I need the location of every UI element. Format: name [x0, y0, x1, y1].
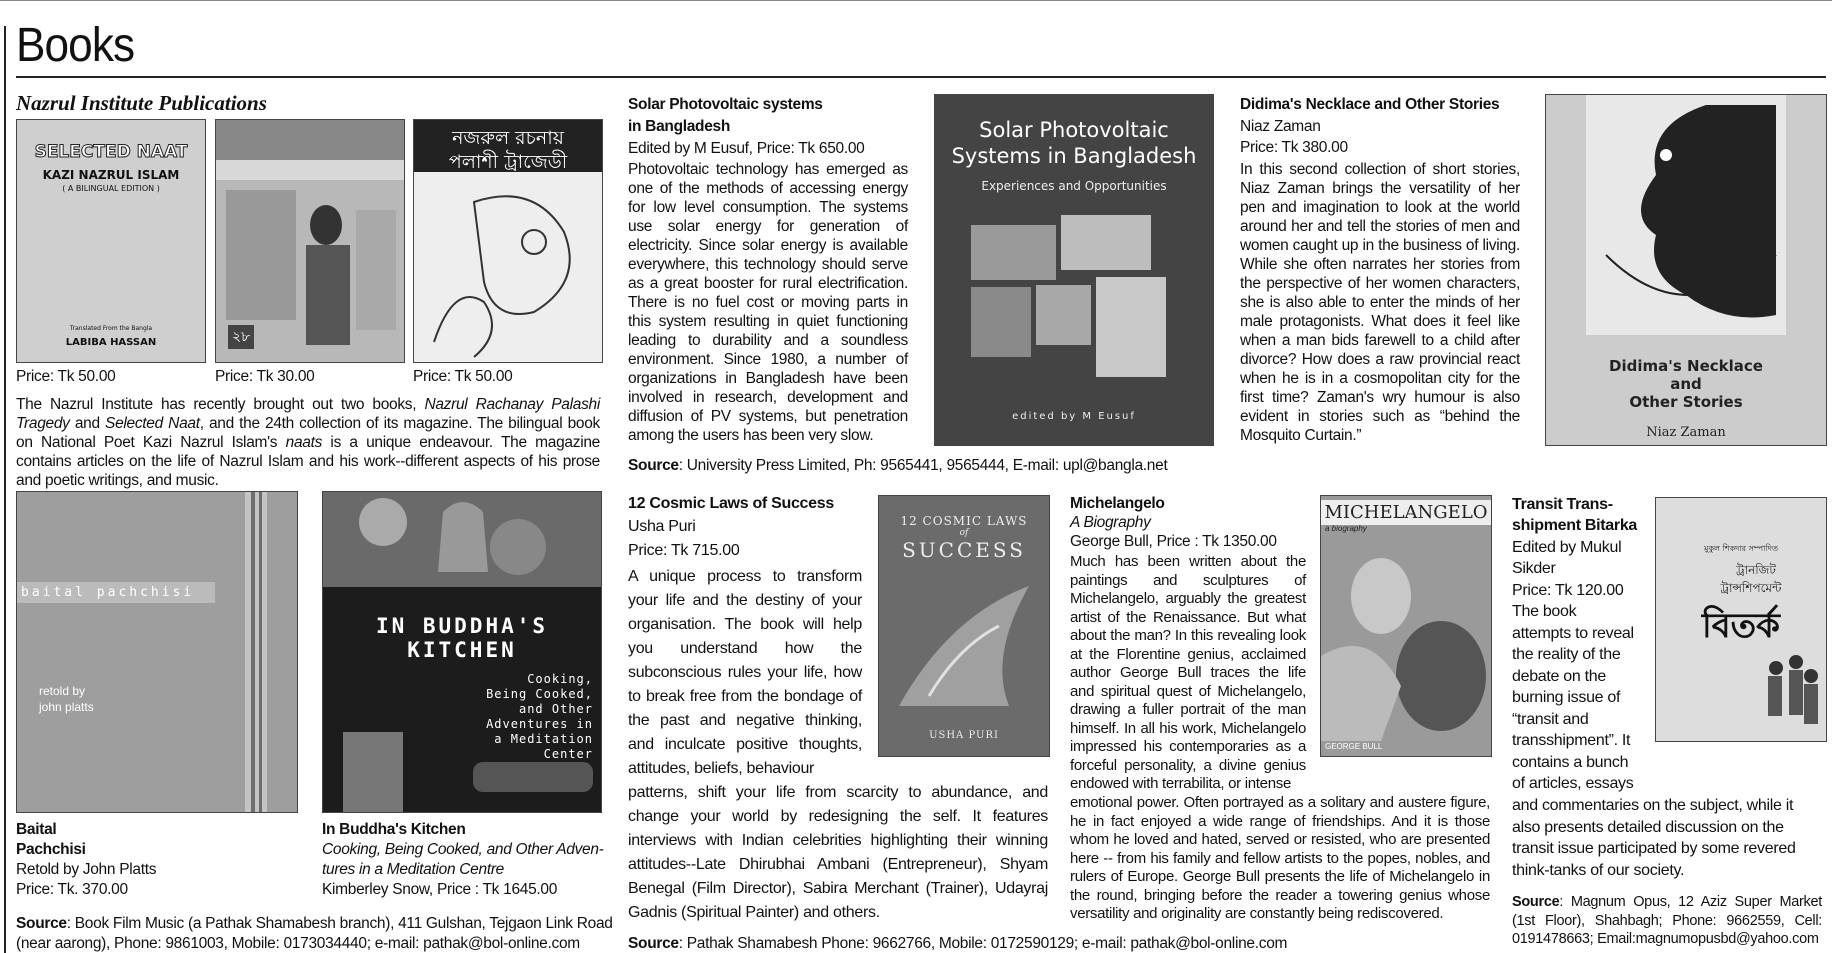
cover-baital-pachchisi [16, 491, 298, 813]
painting-illustration [1321, 536, 1491, 741]
cover-subtitle: Cooking, Being Cooked, and Other Adventures in a Meditation Center [486, 672, 593, 761]
cover-author: GEORGE BULL [1325, 742, 1383, 751]
cover-title: MICHELANGELO [1321, 500, 1491, 525]
transit-description-narrow: The book attempts to reveal the reality of the debate on the burning issue of “transit and transshipment”. It contains a bunch of articles, essays [1512, 603, 1634, 792]
didima-author: Niaz Zaman [1240, 118, 1321, 135]
cover-didimas-necklace [1545, 94, 1827, 446]
buddha-author-price: Kimberley Snow, Price : Tk 1645.00 [322, 881, 558, 898]
cover-retold-label: retold by [39, 684, 86, 698]
cover-credit: edited by M Eusuf [1012, 411, 1136, 422]
cover-editor: মুকুল শিকদার সম্পাদিত [1704, 544, 1778, 553]
solar-title-line1: Solar Photovoltaic systems [628, 96, 823, 113]
transit-editor-line2: Sikder [1512, 560, 1556, 577]
cosmic-price: Price: Tk 715.00 [628, 542, 740, 559]
solar-description: Photovoltaic technology has emerged as one of the methods of accessing energy for low level consumption. The systems use solar energy for generation of electricity. Since solar energy is available everywhere, this technology should serve as a great booster for rural electrification. There is no fuel cost or moving parts in this system resulting in quiet functioning leading to durability and a soundless environment. Since 1980, a number of organizations in Bangladesh have been involved in research, development and diffusion of PV systems, but penetration among the users has been very slow. [628, 161, 908, 444]
cover-selected-naat [16, 119, 206, 363]
cover-12-cosmic-laws [878, 495, 1050, 757]
header-rule [16, 76, 1826, 78]
transit-description-wide: and commentaries on the subject, while it also presents detailed discussion on the transit issue participated by some revered think-tanks of our society. [1512, 797, 1796, 879]
cover-author: Niaz Zaman [1646, 425, 1726, 440]
cover-title-line3: SUCCESS [902, 538, 1026, 562]
solar-editor-price: Edited by M Eusuf, Price: Tk 650.00 [628, 140, 865, 157]
cover-palashi-tragedy [413, 119, 603, 363]
cover-title-line2: Systems in Bangladesh [951, 144, 1197, 168]
section-heading-nazrul: Nazrul Institute Publications [16, 91, 267, 115]
cover-title-line1: 12 COSMIC LAWS [900, 514, 1028, 528]
cover-subtitle: Experiences and Opportunities [981, 179, 1167, 193]
cover-translator: LABIBA HASSAN [65, 337, 157, 348]
cover-credit: Translated From the Bangla [69, 325, 153, 332]
didima-description: In this second collection of short stories, Niaz Zaman brings the versatility of her pen and imagination to look at the world around her and tell the stories of men and women caught up in the business of living. While she often narrates her stories from the perspective of her women characters, she is also able to enter the minds of her male protagonists. What does it feel like when a man bids farewell to a child after divorce? How does a raw provincial react when he is in a cosmopolitan city for the first time? Zaman's wry humour is also evident in stories such as “behind the Mosquito Curtain.” [1240, 161, 1520, 444]
cover-title: SELECTED NAAT [34, 142, 188, 162]
baital-title-line2: Pachchisi [16, 841, 86, 858]
cover-solar-photovoltaic [934, 94, 1214, 446]
source-book-film-music-line2: (near aarong), Phone: 9861003, Mobile: 0173034440; e-mail: pathak@bol-online.com [16, 935, 580, 952]
source-upl: Source: University Press Limited, Ph: 9565441, 9565444, E-mail: upl@bangla.net [628, 457, 1168, 474]
cover-title-line3: Other Stories [1629, 393, 1743, 411]
price-selected-naat: Price: Tk 50.00 [16, 368, 116, 385]
cover-title-line2: and [1670, 375, 1702, 393]
cover-title-line1: IN BUDDHA'S [375, 614, 549, 638]
nazrul-description: The Nazrul Institute has recently brought out two books, Nazrul Rachanay Palashi Tragedy and Selected Naat, and the 24th collection of its magazine. The bilingual book on National Poet Kazi Nazrul Islam's naats is a unique endeavour. The magazine contains articles on the life of Nazrul Islam and his work--different aspects of his prose and poetic writings, and music. [16, 396, 600, 489]
cover-transit-bitarka [1655, 497, 1827, 742]
cover-title-line1: নজরুল রচনায় [452, 127, 564, 149]
issue-badge: ২৮ [228, 325, 254, 349]
solar-title-line2: in Bangladesh [628, 118, 731, 135]
cover-author: USHA PURI [929, 730, 999, 741]
transit-price: Price: Tk 120.00 [1512, 582, 1624, 599]
source-magnum-opus: Source: Magnum Opus, 12 Aziz Super Market (1st Floor), Shahbagh; Phone: 9662559, Cell: 0191478663; Email:magnumopusbd@yahoo.com [1512, 894, 1822, 947]
cover-retold-name: john platts [39, 700, 94, 714]
cover-title-line2: ট্রান্সশিপমেন্ট [1720, 581, 1782, 595]
textile-pattern [17, 492, 297, 812]
baital-title-line1: Baital [16, 821, 57, 838]
cover-title-line1: Solar Photovoltaic [979, 118, 1169, 142]
cosmic-description-wide: patterns, shift your life from scarcity to abundance, and change your world by redesigning the self. It features interviews with Indian celebrities highlighting their winning attitudes--Late Dhirubhai Ambani (Entrepreneur), Shyam Benegal (Film Director), Sabira Merchant (Trainer), Udayraj Gadnis (Spiritual Painter) and others. [628, 784, 1048, 921]
cover-in-buddhas-kitchen [322, 491, 602, 813]
cover-title-line1: Didima's Necklace [1609, 357, 1763, 375]
cosmic-description-narrow: A unique process to transform your life and the destiny of your organisation. The book will help you understand how the subconscious rules your life, how to break free from the bondage of the past and negative thinking, and inculcate positive thoughts, attitudes, beliefs, behaviour [628, 568, 862, 777]
cover-subtitle: ( A BILINGUAL EDITION ) [62, 184, 160, 193]
buddha-title: In Buddha's Kitchen [322, 821, 466, 838]
cover-title-line1: ট্রানজিট [1736, 563, 1776, 577]
didima-price: Price: Tk 380.00 [1240, 139, 1348, 156]
cover-michelangelo [1320, 495, 1492, 757]
source-pathak-shamabesh: Source: Pathak Shamabesh Phone: 9662766, Mobile: 0172590129; e-mail: pathak@bol-online.com [628, 935, 1288, 952]
baital-price: Price: Tk. 370.00 [16, 881, 128, 898]
cover-title-line2: of [959, 528, 969, 538]
sketch-illustration [414, 172, 602, 362]
photo-collage [971, 215, 1181, 405]
left-rule [4, 26, 6, 953]
transit-editor-line1: Edited by Mukul [1512, 539, 1622, 556]
page-title: Books [16, 19, 135, 72]
top-rule [0, 0, 1832, 1]
transit-title-line1: Transit Trans- [1512, 496, 1613, 513]
cover-title-line2: পলাশী ট্রাজেডী [448, 151, 568, 173]
crowd-illustration [1756, 648, 1826, 741]
michelangelo-author-price: George Bull, Price : Tk 1350.00 [1070, 533, 1277, 550]
cover-title: baital pachchisi [17, 582, 215, 603]
cosmic-illustration [889, 576, 1039, 716]
price-palashi: Price: Tk 50.00 [413, 368, 513, 385]
source-book-film-music: Source: Book Film Music (a Pathak Shamabesh branch), 411 Gulshan, Tejgaon Link Road [16, 915, 613, 932]
cover-nazrul-magazine [215, 119, 405, 363]
cover-title-line2: KITCHEN [407, 638, 517, 662]
cover-title-line3: বিতর্ক [1702, 606, 1780, 646]
cosmic-title: 12 Cosmic Laws of Success [628, 495, 834, 512]
michelangelo-title: Michelangelo [1070, 495, 1165, 512]
baital-retold: Retold by John Platts [16, 861, 157, 878]
price-magazine: Price: Tk 30.00 [215, 368, 315, 385]
cover-subtitle: a biography [1325, 524, 1367, 533]
didima-title: Didima's Necklace and Other Stories [1240, 96, 1500, 113]
michelangelo-subtitle: A Biography [1070, 514, 1151, 531]
cover-author: KAZI NAZRUL ISLAM [42, 168, 180, 182]
michelangelo-description-wide: emotional power. Often portrayed as a solitary and austere figure, he in fact enjoyed a wide range of friendships. And it is those whom he loved and hated, served or resisted, who are presented here -- from his family and fellow artists to the popes, nobles, and rulers of Europe. George Bull presents the life of Michelangelo in the round, bringing before the reader a towering genius whose versatility and originality are constantly being rediscovered. [1070, 794, 1490, 922]
transit-title-line2: shipment Bitarka [1512, 517, 1638, 534]
buddha-subtitle-line1: Cooking, Being Cooked, and Other Adven- [322, 841, 604, 858]
buddha-subtitle-line2: tures in a Meditation Centre [322, 861, 505, 878]
cosmic-author: Usha Puri [628, 518, 696, 535]
michelangelo-description-narrow: Much has been written about the paintings and sculptures of Michelangelo, arguably the greatest artist of the Renaissance. But what about the man? In this revealing look at the Florentine genius, acclaimed author George Bull traces the life and spiritual quest of Michelangelo, drawing a fuller portrait of the man himself. In all his work, Michelangelo impressed his contemporaries as a forceful personality, a divine genius endowed with terrabilita, or intense [1070, 553, 1306, 792]
